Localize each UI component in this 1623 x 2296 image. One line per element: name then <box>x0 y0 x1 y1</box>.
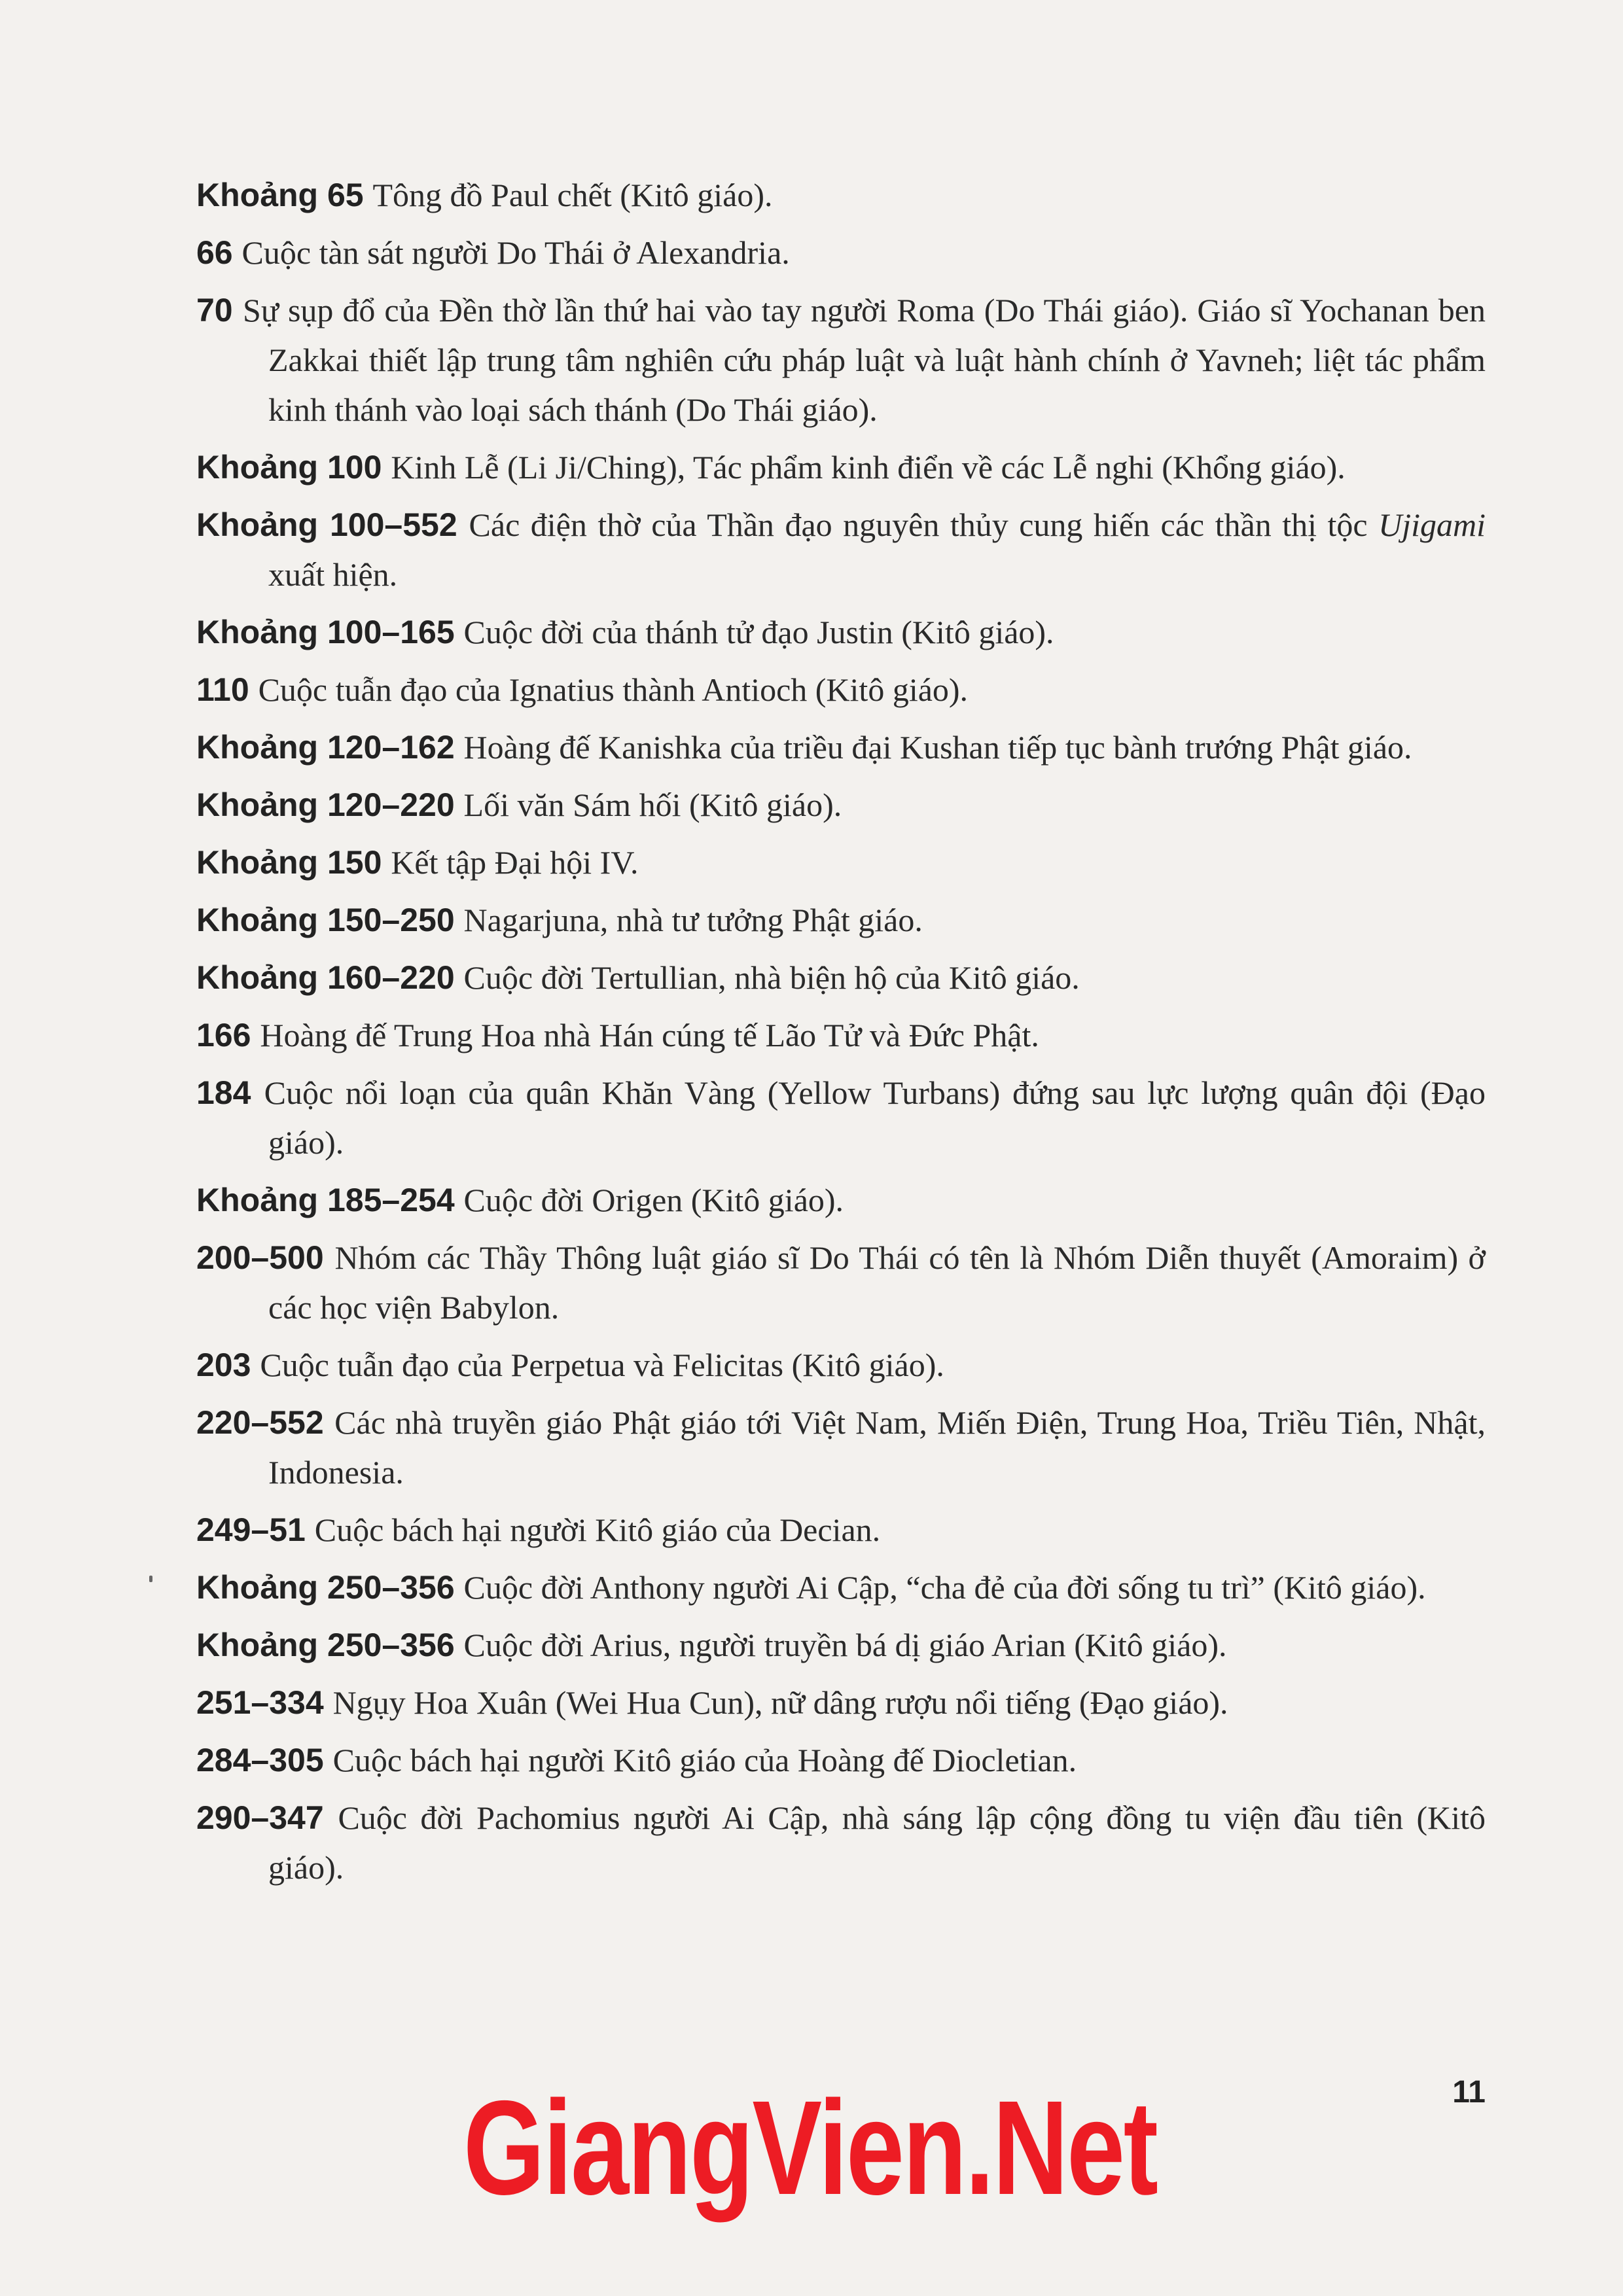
entry-text: Cuộc bách hại người Kitô giáo của Decian. <box>314 1511 881 1548</box>
timeline-page <box>196 170 1486 1900</box>
entry-date: Khoảng 250–356 <box>196 1569 455 1606</box>
entry-date: 290–347 <box>196 1799 324 1836</box>
entry-date: 166 <box>196 1017 251 1053</box>
timeline-entry <box>196 442 1486 492</box>
entry-date: 110 <box>196 671 249 708</box>
timeline-entry <box>196 1563 1486 1612</box>
entry-text: Ngụy Hoa Xuân (Wei Hua Cun), nữ dâng rượu nổi tiếng (Đạo giáo). <box>332 1684 1228 1721</box>
entry-text: Kinh Lễ (Li Ji/Ching), Tác phẩm kinh điển về các Lễ nghi (Khổng giáo). <box>391 449 1346 486</box>
timeline-entry <box>196 285 1486 434</box>
entry-text: Cuộc đời Tertullian, nhà biện hộ của Kitô giáo. <box>463 959 1080 996</box>
entry-date: 220–552 <box>196 1404 324 1441</box>
entry-date: 66 <box>196 234 233 271</box>
entry-text: Cuộc đời của thánh tử đạo Justin (Kitô giáo). <box>463 614 1054 650</box>
timeline-entry <box>196 1735 1486 1785</box>
entry-text: Cuộc tuẫn đạo của Perpetua và Felicitas (Kitô giáo). <box>260 1347 944 1383</box>
entry-date: Khoảng 120–162 <box>196 729 455 766</box>
entry-text: Cuộc đời Origen (Kitô giáo). <box>463 1182 844 1218</box>
timeline-entry <box>196 1233 1486 1332</box>
timeline-entry <box>196 500 1486 599</box>
entry-text: Cuộc bách hại người Kitô giáo của Hoàng đế Diocletian. <box>332 1742 1077 1778</box>
entry-date: Khoảng 120–220 <box>196 786 455 823</box>
timeline-entry <box>196 1793 1486 1892</box>
timeline-entry <box>196 953 1486 1002</box>
entry-text-after: xuất hiện. <box>268 556 398 593</box>
entry-date: Khoảng 185–254 <box>196 1182 455 1218</box>
entry-text: Nagarjuna, nhà tư tưởng Phật giáo. <box>463 902 923 938</box>
entry-text: Cuộc đời Anthony người Ai Cập, “cha đẻ của đời sống tu trì” (Kitô giáo). <box>463 1569 1426 1606</box>
watermark-logo: GiangVien.Net <box>463 2073 1157 2223</box>
entry-date: 249–51 <box>196 1511 306 1548</box>
entry-text: Cuộc nổi loạn của quân Khăn Vàng (Yellow Turbans) đứng sau lực lượng quân đội (Đạo giáo). <box>264 1074 1486 1161</box>
entry-date: Khoảng 150 <box>196 844 382 881</box>
entry-date: Khoảng 100–165 <box>196 614 455 650</box>
entry-text: Lối văn Sám hối (Kitô giáo). <box>463 786 842 823</box>
entry-date: Khoảng 65 <box>196 177 364 213</box>
timeline-entry <box>196 1678 1486 1727</box>
timeline-entry <box>196 722 1486 772</box>
entry-date: 184 <box>196 1074 251 1111</box>
timeline-entry <box>196 1010 1486 1060</box>
entry-text: Nhóm các Thầy Thông luật giáo sĩ Do Thái có tên là Nhóm Diễn thuyết (Amoraim) ở các học viện Babylon. <box>268 1239 1486 1326</box>
timeline-entry <box>196 1620 1486 1670</box>
scan-mark <box>149 1576 152 1582</box>
timeline-entry <box>196 895 1486 945</box>
timeline-entry <box>196 1068 1486 1167</box>
entry-date: Khoảng 150–250 <box>196 902 455 938</box>
timeline-entry <box>196 780 1486 830</box>
timeline-entry <box>196 1175 1486 1225</box>
entry-text: Tông đồ Paul chết (Kitô giáo). <box>372 177 773 213</box>
entry-text: Hoàng đế Trung Hoa nhà Hán cúng tế Lão Tử và Đức Phật. <box>260 1017 1039 1053</box>
entry-text: Hoàng đế Kanishka của triều đại Kushan tiếp tục bành trướng Phật giáo. <box>463 729 1412 766</box>
timeline-entry <box>196 1398 1486 1497</box>
entry-date: 284–305 <box>196 1742 324 1778</box>
page-number: 11 <box>1452 2075 1486 2110</box>
timeline-entry <box>196 1340 1486 1390</box>
entry-text: Sự sụp đổ của Đền thờ lần thứ hai vào tay người Roma (Do Thái giáo). Giáo sĩ Yochanan ben Zakkai thiết lập trung tâm nghiên cứu pháp luật và luật hành chính ở Yavneh; liệt tác phẩm kinh thánh vào loại sách thánh (Do Thái giáo). <box>243 292 1486 428</box>
timeline-entry <box>196 170 1486 220</box>
entry-date: 203 <box>196 1347 251 1383</box>
entry-text: Các nhà truyền giáo Phật giáo tới Việt Nam, Miến Điện, Trung Hoa, Triều Tiên, Nhật, Indonesia. <box>268 1404 1486 1491</box>
timeline-entry <box>196 607 1486 657</box>
entry-date: Khoảng 100 <box>196 449 382 486</box>
entry-text: Cuộc tuẫn đạo của Ignatius thành Antioch (Kitô giáo). <box>258 671 969 708</box>
entry-date: Khoảng 100–552 <box>196 506 457 543</box>
entry-date: Khoảng 250–356 <box>196 1627 455 1663</box>
entry-text: Kết tập Đại hội IV. <box>391 844 639 881</box>
entry-date: 251–334 <box>196 1684 324 1721</box>
timeline-entry <box>196 838 1486 887</box>
entry-text: Các điện thờ của Thần đạo nguyên thủy cung hiến các thần thị tộc <box>469 506 1368 543</box>
entry-text: Cuộc đời Pachomius người Ai Cập, nhà sáng lập cộng đồng tu viện đầu tiên (Kitô giáo). <box>268 1799 1486 1886</box>
entry-date: 200–500 <box>196 1239 324 1276</box>
entry-text: Cuộc tàn sát người Do Thái ở Alexandria. <box>241 234 790 271</box>
timeline-entry <box>196 1505 1486 1555</box>
entry-text: Cuộc đời Arius, người truyền bá dị giáo Arian (Kitô giáo). <box>463 1627 1227 1663</box>
timeline-entry <box>196 665 1486 715</box>
timeline-entry <box>196 228 1486 277</box>
entry-text-italic: Ujigami <box>1378 506 1486 543</box>
entry-date: Khoảng 160–220 <box>196 959 455 996</box>
entry-date: 70 <box>196 292 233 328</box>
